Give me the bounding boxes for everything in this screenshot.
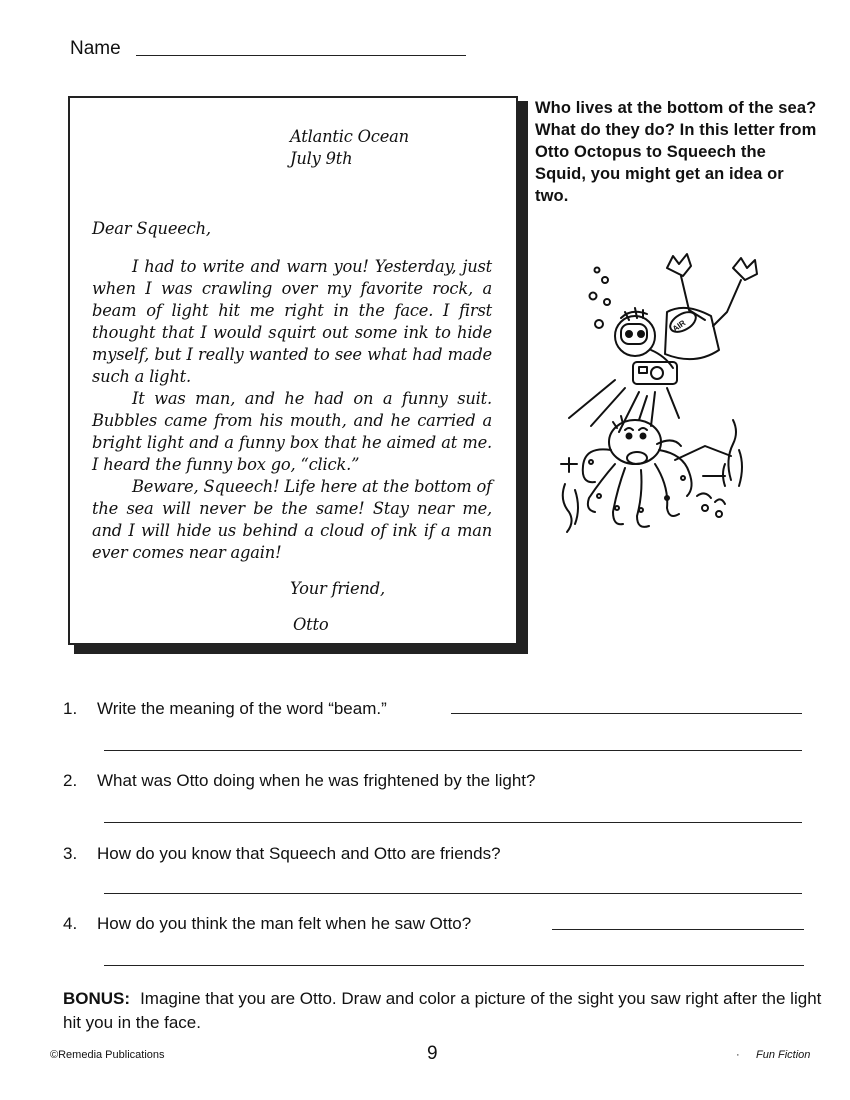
- answer-line[interactable]: [104, 965, 804, 966]
- letter-greeting: Dear Squeech,: [92, 219, 211, 238]
- letter-heading: [290, 126, 409, 170]
- answer-line[interactable]: [104, 822, 802, 823]
- footer-series: Fun Fiction: [756, 1049, 811, 1061]
- letter-paragraph: Beware, Squeech! Life here at the bottom of the sea will never be the same! Stay near me, and I will hide us behind a cloud of ink if a man ever comes near again!: [92, 477, 492, 562]
- footer-publisher: ©Remedia Publications: [50, 1049, 165, 1061]
- name-label: Name: [70, 38, 121, 59]
- letter-signature: Otto: [293, 615, 329, 634]
- answer-line[interactable]: [104, 750, 802, 751]
- question-number: 2.: [63, 771, 78, 790]
- question-number: 3.: [63, 844, 78, 863]
- letter-paragraph: I had to write and warn you! Yesterday, just when I was crawling over my favorite rock, a beam of light hit me right in the face. I first thought that I would squirt out some ink to hide myself, but I really wanted to see what had made such a light.: [92, 257, 492, 386]
- question-text: How do you think the man felt when he saw Otto?: [97, 914, 472, 933]
- diver-and-octopus-illustration: [555, 250, 775, 550]
- answer-line[interactable]: [451, 713, 802, 714]
- question-text: Write the meaning of the word “beam.”: [97, 699, 387, 718]
- footer-dot: ·: [736, 1049, 740, 1061]
- letter-paragraph: It was man, and he had on a funny suit. Bubbles came from his mouth, and he carried a bright light and a funny box that he aimed at me. I heard the funny box go, “click.”: [92, 389, 492, 474]
- question-number: 1.: [63, 699, 78, 718]
- letter-place: Atlantic Ocean: [290, 127, 409, 146]
- question-text: What was Otto doing when he was frightened by the light?: [97, 771, 536, 790]
- name-input-line[interactable]: [136, 55, 466, 56]
- letter-date: July 9th: [290, 149, 353, 168]
- letter-body: [92, 256, 492, 564]
- intro-text: Who lives at the bottom of the sea? What do they do? In this letter from Otto Octopus to Squeech the Squid, you might get an idea or two.: [535, 99, 817, 205]
- page-number: 9: [427, 1043, 438, 1064]
- question-number: 4.: [63, 914, 78, 933]
- bonus-label: BONUS:: [63, 989, 131, 1008]
- bonus-text: Imagine that you are Otto. Draw and color a picture of the sight you saw right after the light hit you in the face.: [63, 989, 822, 1032]
- question-text: How do you know that Squeech and Otto are friends?: [97, 844, 501, 863]
- air-tank-label: AIR: [670, 318, 688, 334]
- answer-line[interactable]: [552, 929, 804, 930]
- bonus-section: [63, 987, 823, 1035]
- answer-line[interactable]: [104, 893, 802, 894]
- letter-closing: Your friend,: [290, 579, 385, 598]
